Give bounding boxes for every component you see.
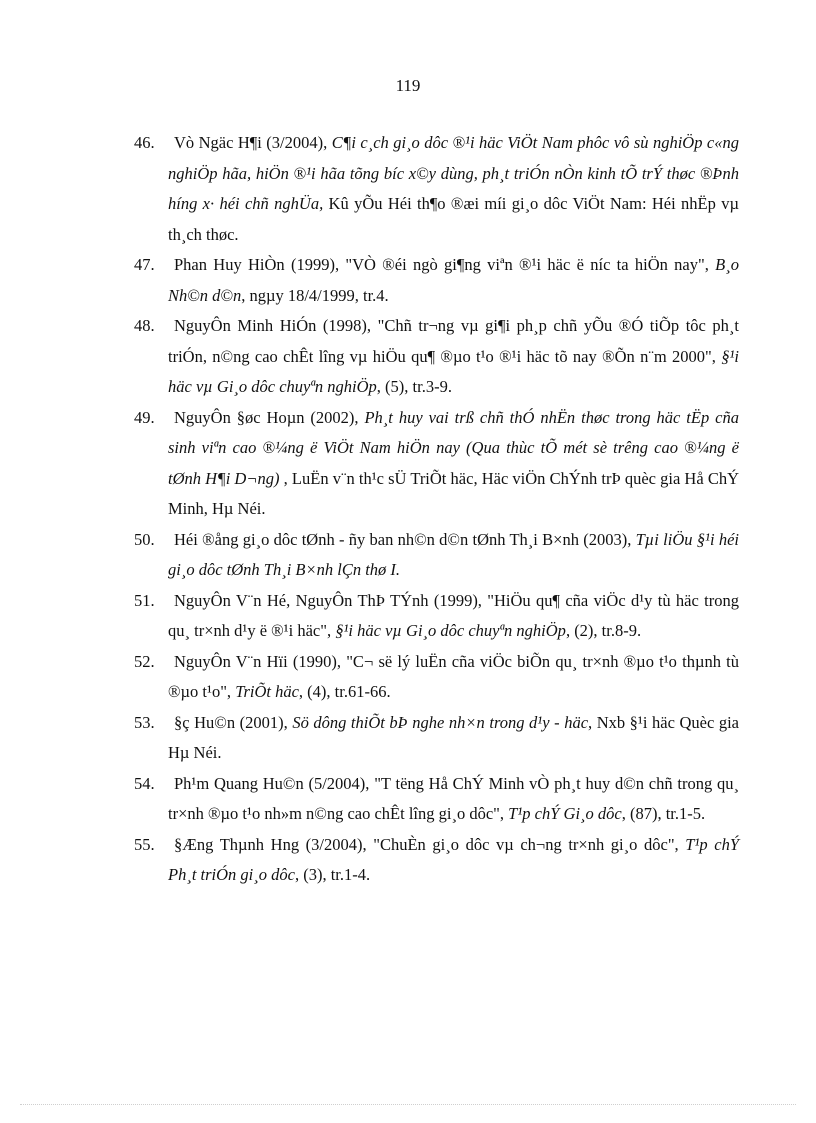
reference-item [94, 586, 739, 647]
footer-divider [20, 1104, 796, 1105]
reference-number: 47. [134, 255, 155, 274]
reference-title: §¹i häc vµ Gi¸o dôc chuyªn nghiÖp [168, 346, 739, 396]
reference-text: NguyÔn V¨n Hïi (1990), "C¬ së lý luËn cña viÖc biÕn qu¸ tr×nh ®µo t¹o thµnh tù ®µo t¹o", [168, 651, 739, 701]
reference-item [94, 830, 739, 891]
reference-title: §¹i häc vµ Gi¸o dôc chuyªn nghiÖp [335, 621, 566, 640]
reference-title: Sö dông thiÕt bÞ nghe nh×n trong d¹y - häc [292, 712, 589, 732]
reference-source: , (4), tr.61-66. [298, 682, 391, 701]
reference-source: , (87), tr.1-5. [621, 804, 706, 823]
reference-title: T¹p chÝ Ph¸t triÓn gi¸o dôc [168, 834, 740, 884]
reference-text: NguyÔn §øc Hoµn (2002), [174, 407, 365, 427]
reference-item [94, 403, 739, 525]
reference-item [94, 128, 739, 250]
reference-number: 51. [134, 590, 155, 610]
page-number: 119 [395, 76, 421, 95]
reference-text: NguyÔn Minh HiÓn (1998), "Chñ tr¬ng vµ gi¶i ph¸p chñ yÕu ®Ó tiÕp tôc ph¸t triÓn, n©ng cao chÊt lîng vµ hiÖu qu¶ ®µo t¹o ®¹i häc tõ nay ®Õn n¨m 2000", [168, 316, 739, 366]
reference-item [94, 647, 739, 708]
reference-source: , (3), tr.1-4. [294, 865, 371, 884]
reference-number: 50. [134, 529, 155, 549]
reference-title: B¸o Nh©n d©n [168, 255, 739, 305]
reference-text: Vò Ngäc H¶i (3/2004), [174, 133, 332, 152]
reference-text: Phan Huy HiÒn (1999), "VÒ ®éi ngò gi¶ng viªn ®¹i häc ë níc ta hiÖn nay", [174, 255, 716, 274]
reference-item [94, 250, 739, 311]
reference-source: Kû yÕu Héi th¶o ®æi míi gi¸o dôc ViÖt Nam: Héi nhËp vµ th¸ch thøc. [168, 194, 739, 244]
reference-number: 49. [134, 407, 155, 427]
reference-text: Héi ®ång gi¸o dôc tØnh - ñy ban nh©n d©n tØnh Th¸i B×nh (2003), [174, 529, 636, 549]
reference-number: 55. [134, 834, 155, 854]
reference-title: Ph¸t huy vai trß chñ thÓ nhËn thøc trong häc tËp cña sinh viªn cao ®¼ng ë ViÖt Nam hiÖn nay (Qua thùc tÕ mét sè trêng cao ®¼ng ë tØnh H¶i D¬ng) [168, 407, 739, 488]
reference-title: T¹p chÝ Gi¸o dôc [508, 804, 622, 823]
reference-source: , Nxb §¹i häc Quèc gia Hµ Néi. [168, 712, 739, 762]
reference-number: 52. [134, 651, 155, 671]
reference-title: TriÕt häc [235, 682, 299, 701]
reference-number: 54. [134, 773, 155, 793]
reference-item [94, 769, 739, 830]
reference-source: , (2), tr.8-9. [565, 621, 642, 640]
reference-text: NguyÔn V¨n Hé, NguyÔn ThÞ TÝnh (1999), "HiÖu qu¶ cña viÖc d¹y tù häc trong qu¸ tr×nh d¹y ë ®¹i häc", [168, 590, 739, 640]
reference-title: C¶i c¸ch gi¸o dôc ®¹i häc ViÖt Nam phôc vô sù nghiÖp c«ng nghiÖp hãa, hiÖn ®¹i hãa tõng bíc x©y dùng, ph¸t triÓn nÒn kinh tÕ trÝ thøc ®Þnh híng x· héi chñ nghÜa, [168, 133, 739, 213]
reference-number: 46. [134, 133, 155, 152]
reference-source: , (5), tr.3-9. [376, 377, 452, 396]
reference-source: , ngµy 18/4/1999, tr.4. [241, 285, 389, 305]
reference-source: , LuËn v¨n th¹c sÜ TriÕt häc, Häc viÖn ChÝnh trÞ quèc gia Hå ChÝ Minh, Hµ Néi. [168, 468, 739, 518]
reference-item [94, 311, 739, 403]
reference-text: Ph¹m Quang Hu©n (5/2004), "T tëng Hå ChÝ Minh vÒ ph¸t huy d©n chñ trong qu¸ tr×nh ®µo t¹o nh»m n©ng cao chÊt lîng gi¸o dôc", [168, 773, 739, 823]
reference-text: §ç Hu©n (2001), [174, 712, 293, 732]
reference-item [94, 525, 739, 586]
reference-list [134, 128, 739, 891]
reference-item [94, 708, 739, 769]
reference-text: §Æng Thµnh Hng (3/2004), "ChuÈn gi¸o dôc vµ ch¬ng tr×nh gi¸o dôc", [174, 834, 686, 854]
reference-title: Tµi liÖu §¹i héi gi¸o dôc tØnh Th¸i B×nh lÇn thø I. [168, 529, 739, 579]
reference-number: 53. [134, 712, 155, 732]
reference-number: 48. [134, 316, 155, 335]
